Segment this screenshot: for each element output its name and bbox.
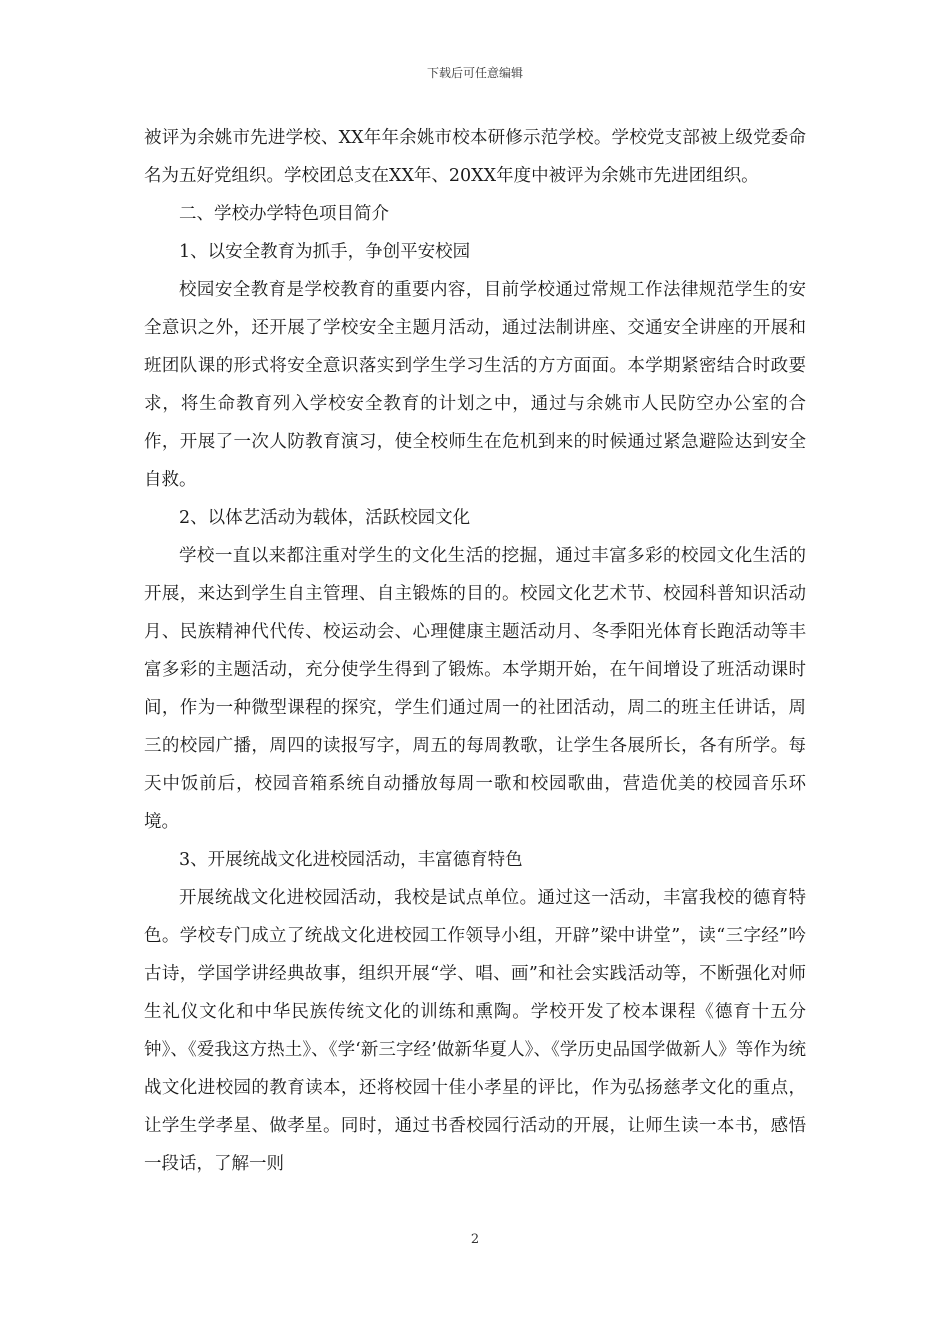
subheading-united-front-culture: 3、开展统战文化进校园活动，丰富德育特色 — [179, 850, 523, 870]
subheading-safety-education: 1、以安全教育为抓手，争创平安校园 — [179, 242, 471, 262]
section-heading-features: 二、学校办学特色项目简介 — [179, 204, 389, 224]
page-number: 2 — [470, 1232, 480, 1247]
paragraph-safety-education: 校园安全教育是学校教育的重要内容，目前学校通过常规工作法律规范学生的安全意识之外，还开展了学校安全主题月活动，通过法制讲座、交通安全讲座的开展和班团队课的形式将安全意识落实到学生学习生活的方方面面。本学期紧密结合时政要求，将生命教育列入学校安全教育的计划之中，通过与余姚市人民防空办公室的合作，开展了一次人防教育演习，使全校师生在危机到来的时候通过紧急避险达到安全自救。 — [144, 280, 806, 490]
paragraph-arts-sports: 学校一直以来都注重对学生的文化生活的挖掘，通过丰富多彩的校园文化生活的开展，来达到学生自主管理、自主锻炼的目的。校园文化艺术节、校园科普知识活动月、民族精神代代传、校运动会、心理健康主题活动月、冬季阳光体育长跑活动等丰富多彩的主题活动，充分使学生得到了锻炼。本学期开始，在午间增设了班活动课时间，作为一种微型课程的探究，学生们通过周一的社团活动，周二的班主任讲话，周三的校园广播，周四的读报写字，周五的每周教歌，让学生各展所长，各有所学。每天中饭前后，校园音箱系统自动播放每周一歌和校园歌曲，营造优美的校园音乐环境。 — [144, 546, 806, 832]
document-body — [144, 119, 806, 1183]
subheading-arts-sports: 2、以体艺活动为载体，活跃校园文化 — [179, 508, 471, 528]
page-header: 下载后可任意编辑 — [426, 66, 523, 80]
paragraph-united-front-culture: 开展统战文化进校园活动，我校是试点单位。通过这一活动，丰富我校的德育特色。学校专门成立了统战文化进校园工作领导小组，开辟”梁中讲堂”，读“三字经”吟古诗，学国学讲经典故事，组织开展“学、唱、画”和社会实践活动等，不断强化对师生礼仪文化和中华民族传统文化的训练和熏陶。学校开发了校本课程《德育十五分钟》、《爱我这方热土》、《学‘新三字经’做新华夏人》、《学历史品国学做新人》等作为统战文化进校园的教育读本，还将校园十佳小孝星的评比，作为弘扬慈孝文化的重点，让学生学孝星、做孝星。同时，通过书香校园行活动的开展，让师生读一本书，感悟一段话，了解一则 — [144, 888, 806, 1174]
paragraph-continuation: 被评为余姚市先进学校、XX年年余姚市校本研修示范学校。学校党支部被上级党委命名为五好党组织。学校团总支在XX年、20XX年度中被评为余姚市先进团组织。 — [144, 128, 806, 186]
